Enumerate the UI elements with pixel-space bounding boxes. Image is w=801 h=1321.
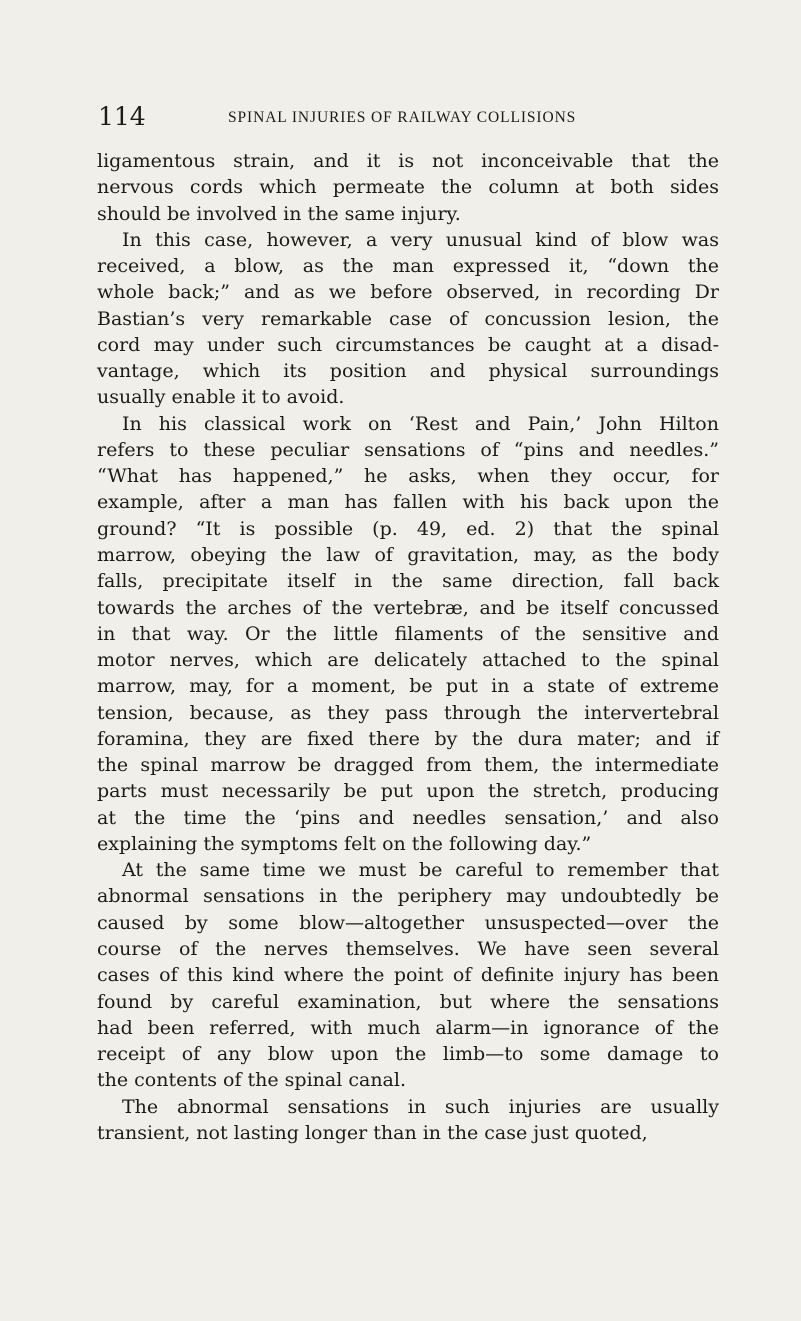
- page-number: 114: [98, 102, 146, 131]
- text-line: At the same time we must be careful to remember that: [122, 859, 719, 882]
- text-line: example, after a man has fallen with his back upon the: [97, 491, 719, 514]
- text-line: whole back;” and as we before observed, in recording Dr: [97, 281, 719, 304]
- text-line: cord may under such circumstances be caught at a disad-: [97, 333, 719, 356]
- page-header: [98, 100, 738, 140]
- text-line: nervous cords which permeate the column at both sides: [97, 176, 719, 199]
- running-head: SPINAL INJURIES OF RAILWAY COLLISIONS: [228, 109, 577, 126]
- body-text: [97, 148, 719, 1146]
- text-line: receipt of any blow upon the limb—to some damage to: [97, 1043, 719, 1066]
- text-line: explaining the symptoms felt on the following day.”: [97, 832, 592, 855]
- text-line: ground? “It is possible (p. 49, ed. 2) that the spinal: [97, 517, 719, 540]
- text-line: falls, precipitate itself in the same direction, fall back: [97, 570, 719, 593]
- paragraph: [97, 857, 719, 1093]
- text-line: found by careful examination, but where the sensations: [97, 990, 719, 1013]
- text-line: marrow, obeying the law of gravitation, may, as the body: [97, 543, 719, 566]
- text-line: foramina, they are fixed there by the dura mater; and if: [97, 727, 719, 750]
- paragraph: [97, 227, 719, 411]
- text-line: caused by some blow—altogether unsuspected—over the: [97, 911, 719, 934]
- text-line: vantage, which its position and physical surroundings: [97, 360, 719, 383]
- text-line: marrow, may, for a moment, be put in a state of extreme: [97, 675, 719, 698]
- text-line: In his classical work on ‘Rest and Pain,’ John Hilton: [122, 412, 719, 435]
- text-line: course of the nerves themselves. We have seen several: [97, 937, 719, 960]
- text-line: refers to these peculiar sensations of “pins and needles.”: [97, 438, 719, 461]
- text-line: tension, because, as they pass through the intervertebral: [97, 701, 719, 724]
- text-line: had been referred, with much alarm—in ignorance of the: [97, 1016, 719, 1039]
- text-line: towards the arches of the vertebræ, and be itself concussed: [97, 596, 719, 619]
- text-line: the contents of the spinal canal.: [97, 1069, 407, 1092]
- text-line: ligamentous strain, and it is not inconceivable that the: [97, 150, 719, 172]
- text-line: abnormal sensations in the periphery may undoubtedly be: [97, 885, 719, 908]
- text-line: received, a blow, as the man expressed it, “down the: [97, 255, 719, 278]
- text-line: the spinal marrow be dragged from them, the intermediate: [97, 754, 719, 777]
- text-line: at the time the ‘pins and needles sensation,’ and also: [97, 806, 719, 829]
- text-line: usually enable it to avoid.: [97, 386, 345, 409]
- text-line: In this case, however, a very unusual kind of blow was: [122, 228, 719, 251]
- text-line: should be involved in the same injury.: [97, 202, 461, 225]
- text-line: cases of this kind where the point of definite injury has been: [97, 964, 719, 987]
- text-line: “What has happened,” he asks, when they occur, for: [97, 465, 719, 488]
- text-line: transient, not lasting longer than in the case just quoted,: [97, 1121, 648, 1144]
- text-line: The abnormal sensations in such injuries are usually: [122, 1095, 719, 1118]
- text-line: Bastian’s very remarkable case of concussion lesion, the: [97, 307, 719, 330]
- text-line: parts must necessarily be put upon the stretch, producing: [97, 780, 719, 803]
- paragraph: [97, 1094, 719, 1147]
- paragraph: [97, 148, 719, 227]
- text-line: motor nerves, which are delicately attached to the spinal: [97, 649, 719, 672]
- text-line: in that way. Or the little filaments of the sensitive and: [97, 622, 719, 645]
- paragraph: [97, 411, 719, 858]
